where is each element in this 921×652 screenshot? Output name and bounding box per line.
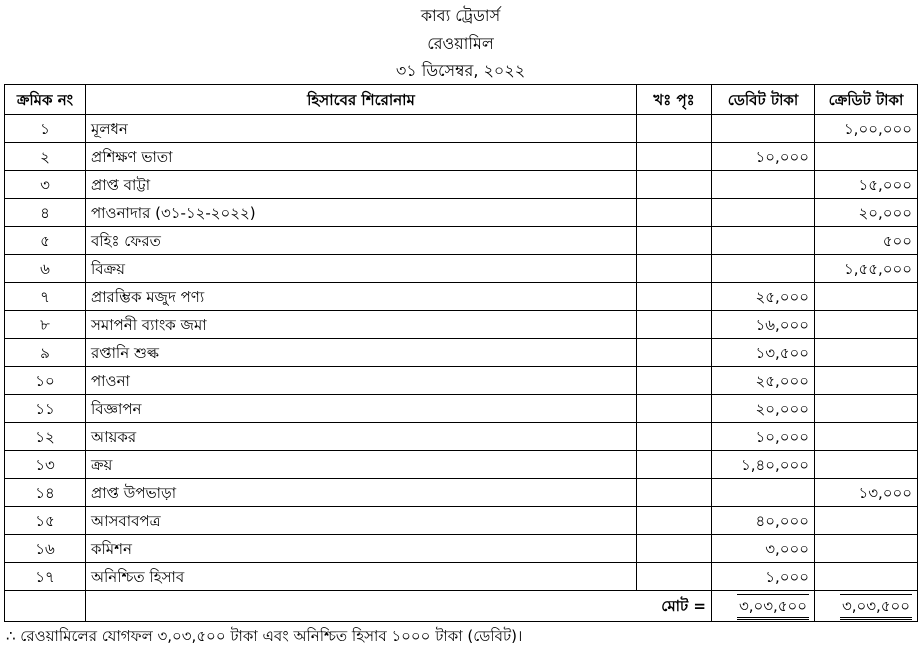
footnote: ∴ রেওয়ামিলের যোগফল ৩,০৩,৫০০ টাকা এবং অনিশ্চিত হিসাব ১০০০ টাকা (ডেবিট)। [6,627,523,645]
total-label-text: মোট = [661,597,706,615]
row-debit: ৩,০০০ [712,535,815,563]
col-header-title: হিসাবের শিরোনাম [86,85,637,115]
row-sl: ৩ [5,171,86,199]
row-lf [637,283,712,311]
table-row [5,507,918,535]
row-credit: ৫০০ [815,227,918,255]
row-title: প্রাপ্ত উপভাড়া [86,479,637,507]
row-credit [815,395,918,423]
table-row [5,115,918,143]
row-lf [637,451,712,479]
row-title: রপ্তানি শুল্ক [86,339,637,367]
row-credit [815,339,918,367]
row-title: বহিঃ ফেরত [86,227,637,255]
row-debit: ১,০০০ [712,563,815,591]
row-credit [815,311,918,339]
row-debit [712,115,815,143]
row-title: অনিশ্চিত হিসাব [86,563,637,591]
row-sl: ১৭ [5,563,86,591]
row-title: মূলধন [86,115,637,143]
col-header-debit: ডেবিট টাকা [712,85,815,115]
row-lf [637,171,712,199]
row-sl: ১১ [5,395,86,423]
row-lf [637,339,712,367]
row-credit [815,283,918,311]
table-row [5,563,918,591]
row-debit: ১০,০০০ [712,143,815,171]
row-sl: ৬ [5,255,86,283]
row-debit: ১৩,৫০০ [712,339,815,367]
table-row [5,227,918,255]
row-sl: ২ [5,143,86,171]
row-credit: ১৩,০০০ [815,479,918,507]
row-lf [637,255,712,283]
row-title: ক্রয় [86,451,637,479]
row-sl: ১৫ [5,507,86,535]
row-lf [637,507,712,535]
row-sl: ১৪ [5,479,86,507]
total-row [5,591,918,622]
row-lf [637,367,712,395]
row-title: পাওনা [86,367,637,395]
table-row [5,395,918,423]
row-lf [637,423,712,451]
row-credit [815,507,918,535]
row-title: কমিশন [86,535,637,563]
row-title: প্রারম্ভিক মজুদ পণ্য [86,283,637,311]
row-debit [712,479,815,507]
row-lf [637,563,712,591]
row-title: বিক্রয় [86,255,637,283]
row-lf [637,479,712,507]
row-debit: ১৬,০০০ [712,311,815,339]
row-credit [815,535,918,563]
row-sl: ৭ [5,283,86,311]
row-sl: ১৬ [5,535,86,563]
table-row [5,451,918,479]
row-lf [637,227,712,255]
col-header-credit: ক্রেডিট টাকা [815,85,918,115]
table-row [5,171,918,199]
table-row [5,283,918,311]
row-debit: ২৫,০০০ [712,367,815,395]
table-row [5,367,918,395]
table-row [5,255,918,283]
row-sl: ১২ [5,423,86,451]
total-label [86,591,712,622]
statement-title: রেওয়ামিল [427,34,494,53]
row-sl: ৫ [5,227,86,255]
row-sl: ৮ [5,311,86,339]
table-row [5,535,918,563]
row-lf [637,535,712,563]
row-lf [637,115,712,143]
row-credit: ২০,০০০ [815,199,918,227]
row-title: প্রশিক্ষণ ভাতা [86,143,637,171]
row-credit [815,451,918,479]
col-header-sl: ক্রমিক নং [5,85,86,115]
row-sl: ৪ [5,199,86,227]
row-debit: ৪০,০০০ [712,507,815,535]
row-title: বিজ্ঞাপন [86,395,637,423]
row-debit: ২৫,০০০ [712,283,815,311]
row-debit [712,171,815,199]
trial-balance-table [4,84,918,622]
row-title: আসবাবপত্র [86,507,637,535]
row-credit: ১,৫৫,০০০ [815,255,918,283]
table-row [5,311,918,339]
total-credit: ৩,০৩,৫০০ [840,594,912,620]
row-lf [637,199,712,227]
row-title: আয়কর [86,423,637,451]
row-debit [712,199,815,227]
table-row [5,479,918,507]
row-lf [637,395,712,423]
row-debit [712,255,815,283]
row-title: প্রাপ্ত বাট্টা [86,171,637,199]
company-name: কাব্য ট্রেডার্স [420,6,501,25]
statement-date: ৩১ ডিসেম্বর, ২০২২ [395,61,526,80]
row-sl: ১৩ [5,451,86,479]
row-lf [637,311,712,339]
table-row [5,423,918,451]
row-credit [815,563,918,591]
row-debit: ১০,০০০ [712,423,815,451]
row-title: সমাপনী ব্যাংক জমা [86,311,637,339]
table-header-row [5,85,918,115]
table-body [5,115,918,591]
total-empty-sl [5,591,86,622]
row-credit [815,423,918,451]
col-header-lf: খঃ পৃঃ [637,85,712,115]
row-credit [815,367,918,395]
row-credit: ১,০০,০০০ [815,115,918,143]
row-lf [637,143,712,171]
total-credit-cell [815,591,918,622]
table-row [5,339,918,367]
row-sl: ৯ [5,339,86,367]
row-title: পাওনাদার (৩১-১২-২০২২) [86,199,637,227]
total-debit-cell [712,591,815,622]
total-debit: ৩,০৩,৫০০ [737,594,809,620]
row-debit [712,227,815,255]
row-sl: ১ [5,115,86,143]
row-credit [815,143,918,171]
row-credit: ১৫,০০০ [815,171,918,199]
table-row [5,143,918,171]
row-sl: ১০ [5,367,86,395]
row-debit: ১,৪০,০০০ [712,451,815,479]
table-row [5,199,918,227]
row-debit: ২০,০০০ [712,395,815,423]
